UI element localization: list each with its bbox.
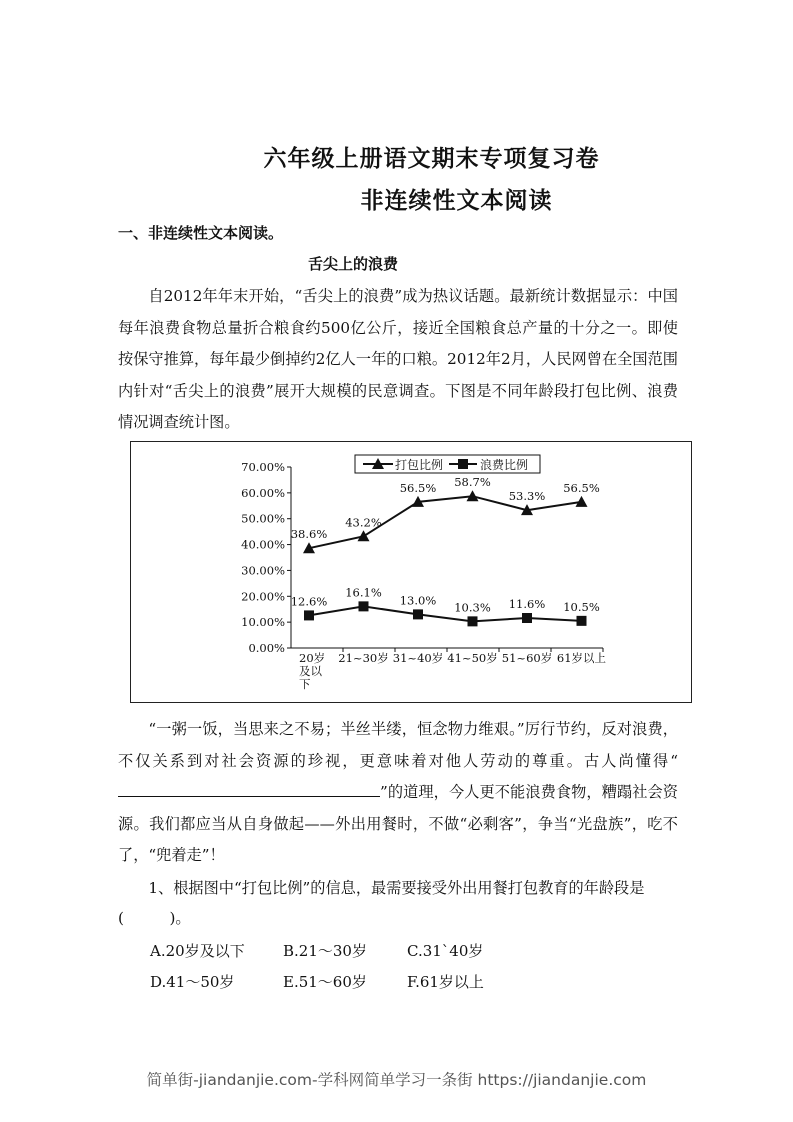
line-chart — [131, 442, 691, 702]
paragraph-2-before-blank: “一粥一饭，当思来之不易；半丝半缕，恒念物力维艰。”厉行节约，反对浪费，不仅关系到对社会资源的珍视，更意味着对他人劳动的尊重。古人尚懂得“ — [118, 720, 678, 770]
x-tick-label: 51~60岁 — [501, 651, 553, 665]
data-label: 10.5% — [563, 599, 600, 614]
data-label: 56.5% — [399, 480, 437, 495]
x-tick-label: 21~30岁 — [338, 651, 389, 665]
article-title: 舌尖上的浪费 — [308, 255, 399, 273]
x-tick-label: 61岁以上 — [556, 651, 607, 665]
section-heading: 一、非连续性文本阅读。 — [118, 224, 284, 242]
data-point-triangle — [576, 496, 588, 507]
y-tick-label: 20.00% — [241, 589, 285, 604]
data-label: 16.1% — [345, 585, 382, 600]
footer-watermark: 简单街-jiandanjie.com-学科网简单学习一条街 https://jiandanjie.com — [146, 1071, 647, 1089]
data-label: 11.6% — [508, 597, 546, 612]
legend-label-1: 浪费比例 — [480, 458, 529, 472]
paragraph-2-after-blank: ”的道理，今人更不能浪费食物，糟蹋社会资源。我们都应当从自身做起——外出用餐时，不做“必剩客”，争当“光盘族”，吃不了，“兜着走”！ — [118, 783, 678, 864]
x-tick-label: 下 — [299, 677, 311, 691]
y-tick-label: 0.00% — [248, 641, 285, 655]
x-tick-label: 20岁 — [299, 651, 326, 665]
option-a[interactable]: A.20岁及以下 — [150, 942, 245, 960]
data-point-square — [304, 610, 314, 620]
x-tick-label: 及以 — [299, 664, 322, 678]
data-point-square — [468, 616, 478, 626]
y-tick-label: 30.00% — [241, 563, 285, 578]
legend-marker-square — [458, 459, 468, 469]
data-label: 43.2% — [345, 515, 382, 530]
option-e[interactable]: E.51～60岁 — [283, 973, 367, 991]
data-point-square — [359, 601, 369, 611]
paragraph-1-block — [118, 281, 678, 439]
paragraph-1: 自2012年年末开始，“舌尖上的浪费”成为热议话题。最新统计数据显示：中国每年浪费食物总量折合粮食约500亿公斤，接近全国粮食总产量的十分之一。即使按保守推算，每年最少倒掉约2亿人一年的口粮。2012年2月，人民网曾在全国范围内针对“舌尖上的浪费”展开大规模的民意调查。下图是不同年龄段打包比例、浪费情况调查统计图。 — [118, 287, 678, 431]
data-label: 56.5% — [563, 480, 600, 495]
y-tick-label: 40.00% — [241, 537, 285, 552]
fill-in-blank[interactable] — [118, 782, 380, 797]
question-1: 1、根据图中“打包比例”的信息，最需要接受外出用餐打包教育的年龄段是( )。 — [118, 879, 645, 927]
data-point-square — [522, 613, 532, 623]
option-c[interactable]: C.31`40岁 — [407, 942, 484, 960]
data-label: 12.6% — [290, 594, 328, 609]
data-label: 10.3% — [454, 600, 491, 615]
options-row-2 — [150, 971, 484, 992]
option-b[interactable]: B.21～30岁 — [283, 942, 367, 960]
paragraph-2 — [118, 714, 678, 872]
y-tick-label: 10.00% — [241, 615, 285, 630]
option-f[interactable]: F.61岁以上 — [407, 973, 484, 991]
options-row-1 — [150, 940, 483, 961]
data-point-square — [413, 609, 423, 619]
option-d[interactable]: D.41～50岁 — [150, 973, 235, 991]
data-point-square — [577, 616, 587, 626]
legend-label-0: 打包比例 — [395, 458, 444, 472]
y-tick-label: 60.00% — [241, 485, 285, 500]
page-title: 六年级上册语文期末专项复习卷 — [263, 146, 600, 172]
x-tick-label: 41~50岁 — [447, 651, 498, 665]
question-1-block — [118, 873, 678, 933]
data-label: 13.0% — [399, 593, 437, 608]
page-subtitle: 非连续性文本阅读 — [360, 188, 553, 214]
data-label: 58.7% — [454, 475, 491, 490]
data-label: 53.3% — [508, 489, 546, 504]
data-point-triangle — [358, 530, 370, 541]
chart-frame — [130, 441, 692, 703]
y-tick-label: 70.00% — [241, 460, 285, 474]
y-tick-label: 50.00% — [241, 511, 285, 526]
x-tick-label: 31~40岁 — [392, 651, 444, 665]
data-label: 38.6% — [290, 527, 328, 542]
paragraph-2-block — [118, 714, 678, 872]
